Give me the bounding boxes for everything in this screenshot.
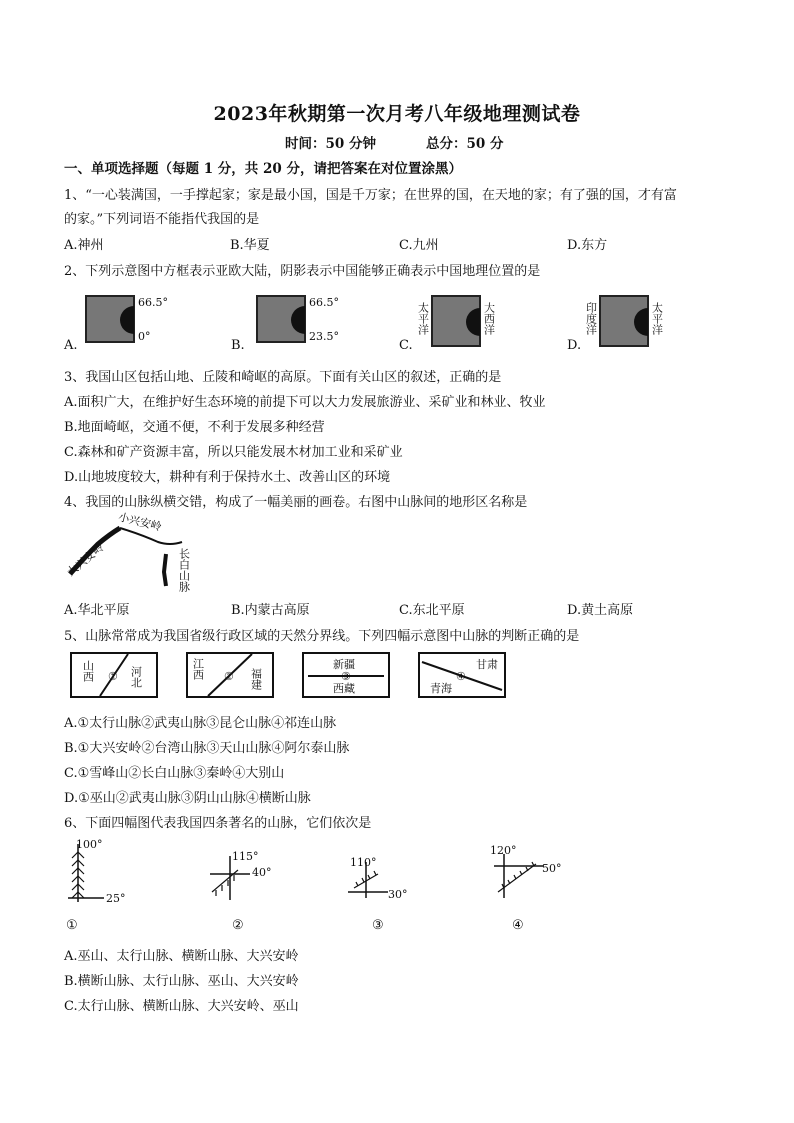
q6-stem: 6、下面四幅图代表我国四条著名的山脉，它们依次是 bbox=[64, 816, 372, 831]
q5-box-3 bbox=[302, 652, 392, 700]
q6-4-latitude: 50° bbox=[542, 862, 562, 875]
q3-option-a[interactable]: A.面积广大，在维护好生态环境的前提下可以大力发展旅游业、采矿业和林业、牧业 bbox=[64, 395, 546, 410]
q3-option-d[interactable]: D.山地坡度较大，耕种有利于保持水土、改善山区的环境 bbox=[64, 470, 391, 485]
section-heading: 一、单项选择题（每题 1 分，共 20 分，请把答案在对位置涂黑） bbox=[64, 161, 462, 177]
q2-map-b bbox=[255, 292, 355, 348]
q4-option-a[interactable]: A.华北平原 bbox=[64, 603, 130, 618]
q4-option-b[interactable]: B.内蒙古高原 bbox=[231, 603, 310, 618]
q6-option-a[interactable]: A.巫山、太行山脉、横断山脉、大兴安岭 bbox=[64, 949, 299, 964]
q3-option-c[interactable]: C.森林和矿产资源丰富，所以只能发展木材加工业和采矿业 bbox=[64, 445, 403, 460]
q4-stem: 4、我国的山脉纵横交错，构成了一幅美丽的画卷。右图中山脉间的地形区名称是 bbox=[64, 495, 528, 510]
q5-option-a[interactable]: A.①太行山脉②武夷山脉③昆仑山脉④祁连山脉 bbox=[64, 716, 337, 731]
q4-label-xiaoxinganling: 小兴安岭 bbox=[117, 510, 163, 534]
q4-mountain-map bbox=[62, 512, 202, 592]
q6-fig-1-number: ① bbox=[66, 918, 78, 933]
q6-fig-2-number: ② bbox=[232, 918, 244, 933]
q6-fig-3-number: ③ bbox=[372, 918, 384, 933]
q2-label-d[interactable]: D. bbox=[567, 338, 582, 353]
q1-stem-line1: 1、“一心装满国，一手撑起家；家是最小国，国是千万家；在世界的国，在天地的家；有了强的国，才有富 bbox=[64, 188, 677, 203]
exam-score: 总分：50 分 bbox=[426, 136, 504, 152]
q5-3-region-a: 新疆 bbox=[333, 658, 355, 671]
q2-stem: 2、下列示意图中方框表示亚欧大陆，阴影表示中国能够正确表示中国地理位置的是 bbox=[64, 264, 541, 279]
q6-option-c[interactable]: C.太行山脉、横断山脉、大兴安岭、巫山 bbox=[64, 999, 299, 1014]
q5-1-region-b: 河北 bbox=[129, 666, 143, 688]
q2d-right-ocean: 太平洋 bbox=[650, 302, 664, 335]
q2b-bottom-latitude: 23.5° bbox=[309, 330, 339, 343]
q2-map-d bbox=[586, 292, 686, 352]
q6-3-longitude: 110° bbox=[350, 856, 377, 869]
q6-1-latitude: 25° bbox=[106, 892, 126, 905]
q6-2-longitude: 115° bbox=[232, 850, 259, 863]
q5-box-1 bbox=[70, 652, 160, 700]
q4-option-c[interactable]: C.东北平原 bbox=[399, 603, 465, 618]
q5-box-2 bbox=[186, 652, 276, 700]
q6-fig-1 bbox=[64, 840, 144, 910]
q4-label-changbai: 长白山脉 bbox=[177, 548, 191, 592]
q5-option-c[interactable]: C.①雪峰山②长白山脉③秦岭④大别山 bbox=[64, 766, 285, 781]
q2-label-b[interactable]: B. bbox=[231, 338, 245, 353]
q5-option-b[interactable]: B.①大兴安岭②台湾山脉③天山山脉④阿尔泰山脉 bbox=[64, 741, 350, 756]
q3-stem: 3、我国山区包括山地、丘陵和崎岖的高原。下面有关山区的叙述，正确的是 bbox=[64, 370, 502, 385]
q2c-right-ocean: 大西洋 bbox=[482, 302, 496, 335]
q3-option-b[interactable]: B.地面崎岖，交通不便，不利于发展多种经营 bbox=[64, 420, 325, 435]
q1-option-d[interactable]: D.东方 bbox=[567, 238, 608, 253]
q4-option-d[interactable]: D.黄土高原 bbox=[567, 603, 634, 618]
q6-fig-3 bbox=[344, 852, 434, 912]
q5-stem: 5、山脉常常成为我国省级行政区域的天然分界线。下列四幅示意图中山脉的判断正确的是 bbox=[64, 629, 580, 644]
q6-3-latitude: 30° bbox=[388, 888, 408, 901]
q1-option-b[interactable]: B.华夏 bbox=[230, 238, 270, 253]
q6-fig-4-number: ④ bbox=[512, 918, 524, 933]
q5-2-region-a: 江西 bbox=[191, 658, 205, 680]
q5-1-region-a: 山西 bbox=[81, 660, 95, 682]
q2-label-a[interactable]: A. bbox=[64, 338, 78, 353]
q5-4-region-b: 甘肃 bbox=[476, 658, 498, 671]
q1-option-a[interactable]: A.神州 bbox=[64, 238, 104, 253]
q5-4-number: ④ bbox=[456, 670, 466, 683]
q2-map-c bbox=[418, 292, 518, 352]
q6-2-latitude: 40° bbox=[252, 866, 272, 879]
q2d-left-ocean: 印度洋 bbox=[584, 302, 598, 335]
page-title: 2023年秋期第一次月考八年级地理测试卷 bbox=[213, 103, 581, 125]
exam-time: 时间：50 分钟 bbox=[285, 136, 376, 152]
q5-3-region-b: 西藏 bbox=[333, 682, 355, 695]
q2a-bottom-latitude: 0° bbox=[138, 330, 151, 343]
q6-4-longitude: 120° bbox=[490, 844, 517, 857]
q6-option-b[interactable]: B.横断山脉、太行山脉、巫山、大兴安岭 bbox=[64, 974, 299, 989]
q5-2-number: ② bbox=[224, 670, 234, 683]
q2c-left-ocean: 太平洋 bbox=[416, 302, 430, 335]
q5-option-d[interactable]: D.①巫山②武夷山脉③阴山山脉④横断山脉 bbox=[64, 791, 311, 806]
q1-stem-line2: 的家。”下列词语不能指代我国的是 bbox=[64, 212, 260, 227]
q2b-top-latitude: 66.5° bbox=[309, 296, 339, 309]
q5-2-region-b: 福建 bbox=[249, 668, 263, 690]
q6-fig-2 bbox=[206, 850, 296, 910]
q6-1-longitude: 100° bbox=[76, 838, 103, 851]
q5-1-number: ① bbox=[108, 670, 118, 683]
q5-box-4 bbox=[418, 652, 508, 700]
q2-label-c[interactable]: C. bbox=[399, 338, 413, 353]
q2-map-a bbox=[84, 292, 184, 348]
q4-label-daxinganling: 大兴安岭 bbox=[64, 540, 107, 579]
q5-4-region-a: 青海 bbox=[430, 682, 452, 695]
q6-fig-4 bbox=[488, 844, 588, 908]
q1-option-c[interactable]: C.九州 bbox=[399, 238, 439, 253]
q2a-top-latitude: 66.5° bbox=[138, 296, 168, 309]
q5-3-number: ③ bbox=[341, 670, 351, 683]
